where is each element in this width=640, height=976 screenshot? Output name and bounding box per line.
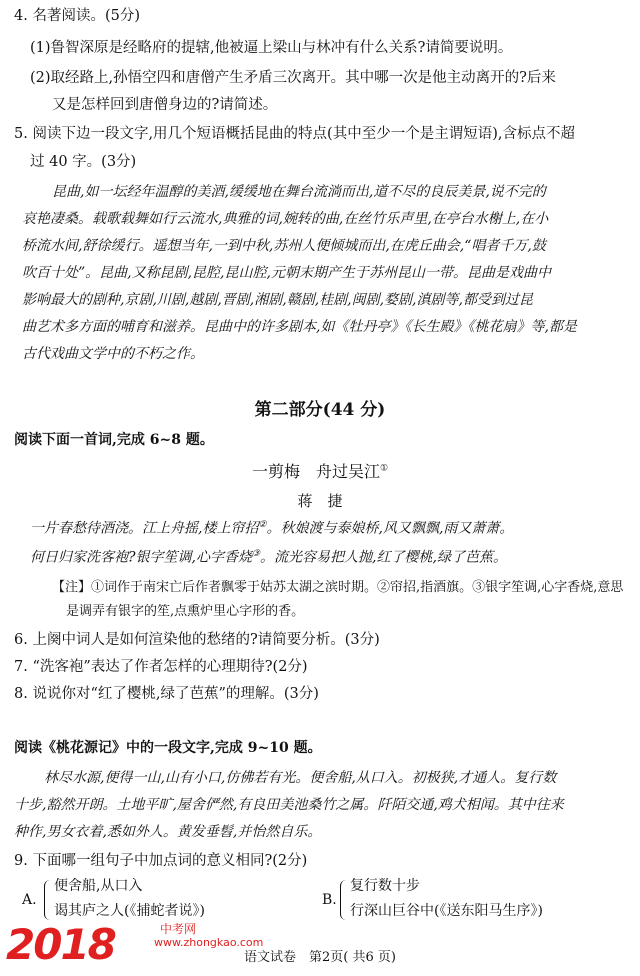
- q4-stem: 4. 名著阅读。(5分): [14, 8, 140, 24]
- q5-stem-cont: 过 40 字。(3分): [30, 154, 137, 170]
- poem-author: 蒋 捷: [297, 492, 343, 510]
- option-b-line1: 复行数十步: [350, 878, 420, 894]
- option-b-brace: [340, 880, 347, 920]
- part2-heading: 第二部分(44 分): [254, 400, 386, 420]
- poem-line-2: [30, 549, 507, 566]
- poem-note: 【注】①词作于南宋亡后作者飘零于姑苏太湖之滨时期。②帘招,指酒旗。③银字笙调,心字香烧,意思: [52, 580, 624, 595]
- poem-line-2-a: 何日归家洗客袍?银字笙调,心字香烧: [30, 549, 252, 566]
- q5-passage-line: 昆曲,如一坛经年温醇的美酒,缓缓地在舞台流淌而出,道不尽的良辰美景,说不完的: [52, 184, 546, 200]
- q4-sub1: (1)鲁智深原是经略府的提辖,他被逼上梁山与林冲有什么关系?请简要说明。: [30, 40, 513, 56]
- poem-line-2-b: 。流光容易把人抛,红了樱桃,绿了芭蕉。: [260, 549, 507, 566]
- q8: 8. 说说你对“红了樱桃,绿了芭蕉”的理解。(3分): [14, 686, 319, 702]
- q5-stem: 5. 阅读下边一段文字,用几个短语概括昆曲的特点(其中至少一个是主谓短语),含标点不超: [14, 126, 575, 142]
- passage-line: 种作,男女衣着,悉如外人。黄发垂髫,并怡然自乐。: [14, 824, 322, 840]
- option-a-line1: 便舍船,从口入: [54, 878, 143, 894]
- poem-footnote-2: ②: [258, 520, 267, 530]
- site-name: 中考网: [160, 922, 197, 936]
- option-b-line2: 行深山巨谷中(《送东阳马生序》): [350, 903, 543, 919]
- passage-line: 林尽水源,便得一山,山有小口,仿佛若有光。便舍船,从口入。初极狭,才通人。复行数: [44, 770, 557, 786]
- q5-passage-line: 曲艺术多方面的哺育和滋养。昆曲中的许多剧本,如《牡丹亭》《长生殿》《桃花扇》等,都是: [22, 319, 577, 335]
- q6: 6. 上阕中词人是如何渲染他的愁绪的?请简要分析。(3分): [14, 632, 380, 648]
- page-footer: 语文试卷 第2页( 共6 页): [244, 950, 396, 965]
- poem-footnote-3: ③: [251, 549, 261, 559]
- q5-passage-line: 古代戏曲文学中的不朽之作。: [22, 346, 204, 362]
- poem-title: [0, 462, 640, 481]
- q5-passage-line: 吹百十处”。昆曲,又称昆剧,昆腔,昆山腔,元朝末期产生于苏州昆山一带。昆曲是戏曲中: [22, 265, 551, 281]
- poem-title-text: 一剪梅 舟过吴江: [251, 462, 380, 481]
- poem-line-1: [30, 520, 513, 537]
- poem-title-footnote: ①: [379, 463, 389, 474]
- poem-line-1-a: 一片春愁待酒浇。江上舟摇,楼上帘招: [30, 520, 259, 537]
- option-b-label: B.: [322, 892, 337, 908]
- passage-line: 十步,豁然开朗。土地平旷,屋舍俨然,有良田美池桑竹之属。阡陌交通,鸡犬相闻。其中往来: [14, 797, 564, 813]
- part3-intro: 阅读《桃花源记》中的一段文字,完成 9~10 题。: [14, 740, 322, 756]
- q5-passage-line: 哀艳凄桑。载歌载舞如行云流水,典雅的词,婉转的曲,在丝竹乐声里,在亭台水榭上,在小: [22, 211, 549, 227]
- q9: 9. 下面哪一组句子中加点词的意义相同?(2分): [14, 853, 308, 869]
- part2-intro: 阅读下面一首词,完成 6~8 题。: [14, 432, 214, 448]
- site-logo: 2018: [6, 920, 115, 969]
- poem-note-cont: 是调弄有银字的笙,点熏炉里心字形的香。: [66, 604, 305, 619]
- q7: 7. “洗客袍”表达了作者怎样的心理期待?(2分): [14, 659, 308, 675]
- q4-sub2: (2)取经路上,孙悟空四和唐僧产生矛盾三次离开。其中哪一次是他主动离开的?后来: [30, 70, 556, 86]
- q5-passage-line: 影响最大的剧种,京剧,川剧,越剧,晋剧,湘剧,赣剧,桂剧,闽剧,婺剧,滇剧等,都受到过昆: [22, 292, 533, 308]
- site-url: www.zhongkao.com: [154, 936, 264, 949]
- option-a-label: A.: [22, 892, 37, 908]
- q5-passage-line: 桥流水间,舒徐缓行。遥想当年,一到中秋,苏州人便倾城而出,在虎丘曲会,“唱者千万,鼓: [22, 238, 546, 254]
- option-a-line2: 谒其庐之人(《捕蛇者说》): [54, 903, 205, 919]
- poem-line-1-b: 。秋娘渡与泰娘桥,风又飘飘,雨又萧萧。: [266, 520, 514, 537]
- q4-sub2-cont: 又是怎样回到唐僧身边的?请简述。: [52, 97, 278, 113]
- option-a-brace: [44, 880, 51, 920]
